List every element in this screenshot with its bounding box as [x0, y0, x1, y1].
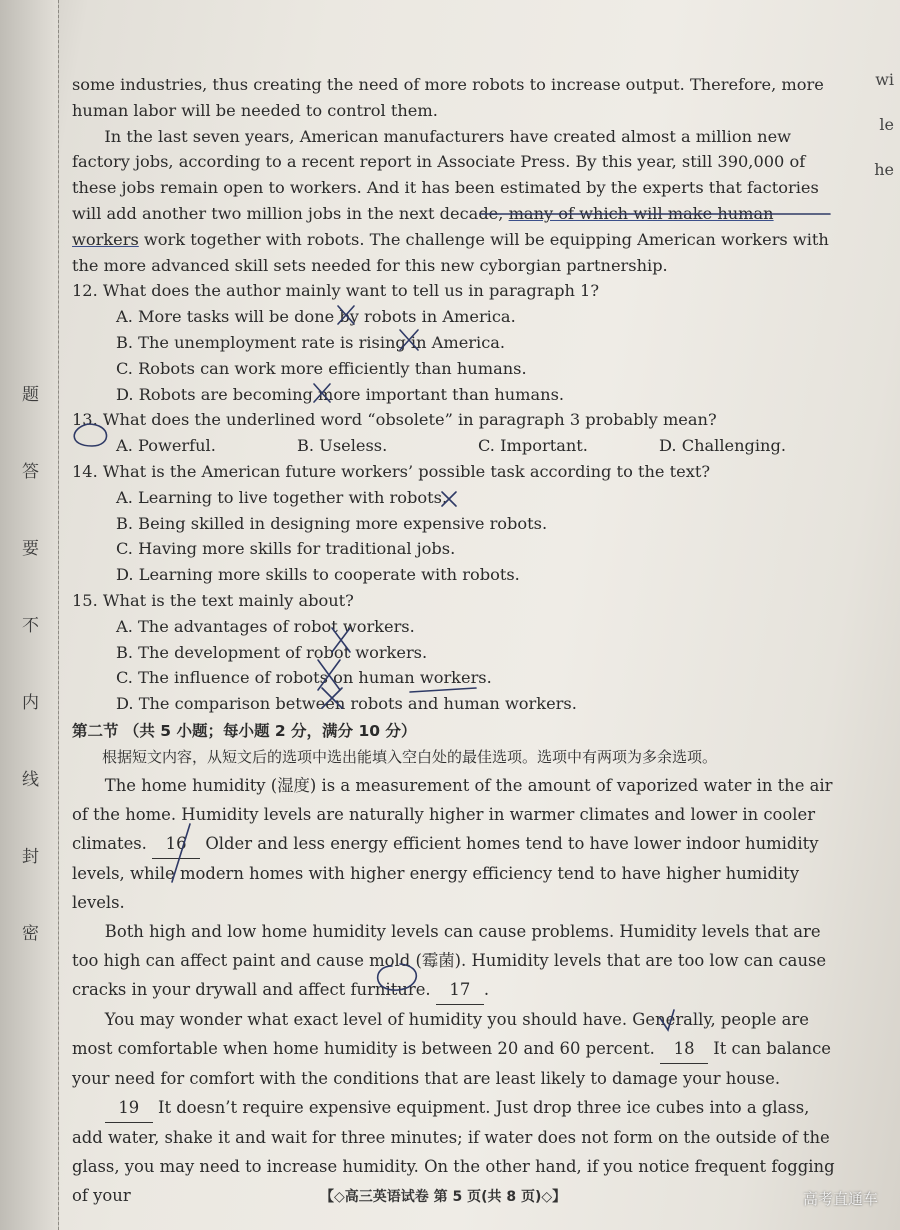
- passage-text: .: [483, 979, 490, 999]
- question-stem: 12. What does the author mainly want to tell us in paragraph 1?: [72, 281, 600, 301]
- underlined-phrase: many of which will make human workers: [72, 203, 774, 249]
- option: D. The comparison between robots and human workers.: [116, 694, 577, 714]
- section-instruction: 根据短文内容，从短文后的选项中选出能填入空白处的最佳选项。选项中有两项为多余选项。: [102, 747, 718, 766]
- question-stem: 15. What is the text mainly about?: [72, 590, 354, 610]
- bleed-text: he: [874, 160, 894, 179]
- bleed-text: wi: [875, 70, 894, 89]
- passage-paragraph: [72, 771, 840, 917]
- option: A. More tasks will be done by robots in America.: [116, 307, 516, 327]
- page-content: [72, 72, 840, 1210]
- binding-char: 答: [22, 462, 39, 482]
- option-row: [116, 433, 840, 459]
- passage-paragraph: [72, 1005, 840, 1093]
- option: C. Robots can work more efficiently than humans.: [116, 358, 527, 378]
- question-13: [72, 407, 840, 459]
- option: B. The development of robot workers.: [116, 642, 428, 662]
- paragraph-text: In the last seven years, American manufacturers have created almost a million new factory jobs, according to a recent report in Associate Press. By this year, still 390,000 of these jobs remain open to workers. And it has been estimated by the experts that factories will add another two million jobs in the next decade,: [72, 126, 819, 223]
- passage-text: You may wonder what exact level of humidity you should have. Generally, people are most comfortable when home humidity is between 20 and 60 percent.: [72, 1009, 809, 1058]
- passage-text: It can balance your need for comfort with the conditions that are least likely to damage your house.: [72, 1038, 831, 1088]
- question-12: [72, 278, 840, 407]
- option: A. The advantages of robot workers.: [116, 616, 415, 636]
- passage-text: The home humidity (湿度) is a measurement of the amount of vaporized water in the air of the home. Humidity levels are naturally higher in warmer climates and lower in cooler climates.: [72, 775, 833, 853]
- passage-text: It doesn’t require expensive equipment. Just drop three ice cubes into a glass, add water, shake it and wait for three minutes; if water does not form on the outside of the glass, you may need to increase humidity. On the other hand, if you notice frequent fogging of your: [72, 1097, 835, 1205]
- next-page-bleed: [864, 70, 894, 179]
- paragraph-continued: some industries, thus creating the need of more robots to increase output. Therefore, more human labor will be needed to control them.: [72, 75, 824, 120]
- option: B. Being skilled in designing more expensive robots.: [116, 513, 548, 533]
- paragraph-last: [72, 124, 840, 279]
- binding-char: 不: [22, 616, 39, 636]
- option: D. Robots are becoming more important than humans.: [116, 384, 565, 404]
- option: C. Having more skills for traditional jobs.: [116, 539, 456, 559]
- binding-char: 要: [22, 539, 39, 559]
- question-15: [72, 588, 840, 717]
- section-title: 第二节 （共 5 小题；每小题 2 分，满分 10 分）: [72, 721, 417, 740]
- binding-warning-text: [22, 380, 44, 944]
- passage-text: Older and less energy efficient homes tend to have lower indoor humidity levels, while modern homes with higher energy efficiency tend to have higher humidity levels.: [72, 833, 819, 912]
- binding-char: 线: [22, 770, 39, 790]
- bleed-text: le: [879, 115, 894, 134]
- paragraph-text: work together with robots. The challenge will be equipping American workers with the more advanced skill sets needed for this new cyborgian partnership.: [72, 229, 829, 275]
- option: C. Important.: [478, 436, 588, 456]
- passage-paragraph: [72, 917, 840, 1005]
- option: B. Useless.: [297, 436, 388, 456]
- question-14: [72, 459, 840, 588]
- answer-blank-19: 19: [105, 1093, 153, 1123]
- option: A. Powerful.: [116, 436, 216, 456]
- option: B. The unemployment rate is rising in America.: [116, 332, 506, 352]
- answer-blank-18: 18: [660, 1034, 708, 1064]
- answer-blank-16: 16: [152, 829, 200, 859]
- option: C. The influence of robots on human workers.: [116, 668, 492, 688]
- binding-char: 内: [22, 693, 39, 713]
- passage-text: Both high and low home humidity levels can cause problems. Humidity levels that are too high can affect paint and cause mold (霉菌). Humidity levels that are too low can cause cracks in your drywall and affect furniture.: [72, 921, 827, 999]
- answer-blank-17: 17: [436, 975, 484, 1005]
- watermark-logo: 高考直通车: [802, 1190, 878, 1208]
- option: D. Learning more skills to cooperate with robots.: [116, 565, 520, 585]
- binding-margin: [0, 0, 59, 1230]
- binding-char: 题: [22, 385, 39, 405]
- question-stem: 13. What does the underlined word “obsolete” in paragraph 3 probably mean?: [72, 410, 717, 430]
- option: A. Learning to live together with robots.: [116, 487, 448, 507]
- option: D. Challenging.: [659, 436, 786, 456]
- binding-char: 密: [22, 924, 39, 944]
- binding-char: 封: [22, 847, 39, 867]
- question-stem: 14. What is the American future workers’ possible task according to the text?: [72, 461, 711, 481]
- page-footer: 【◇高三英语试卷 第 5 页(共 8 页)◇】: [320, 1189, 567, 1205]
